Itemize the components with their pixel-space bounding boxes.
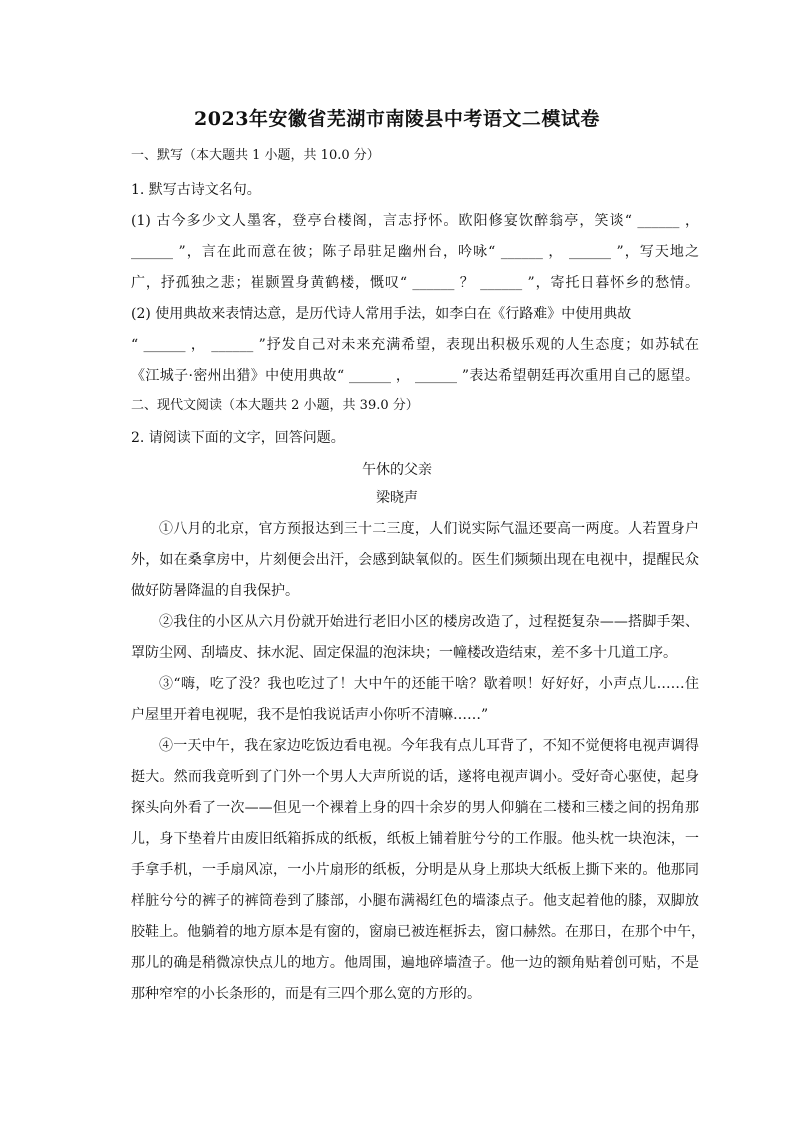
paragraph-3-line: ③“嗨，吃了没？我也吃过了！大中午的还能干啥？歇着呗！好好好，小声点儿……住 — [159, 676, 699, 692]
article-title: 午休的父亲 — [362, 462, 432, 478]
question-1-part1-line3: 广，抒孤独之悲；崔颢置身黄鹤楼，慨叹“ ______ ？ ______ ”，寄托日暮怀乡的愁情。 — [131, 275, 699, 291]
question-1-part2-line3: 《江城子·密州出猎》中使用典故“ ______ ， ______ ”表达希望朝廷再次重用自己的愿望。 — [131, 368, 699, 384]
paragraph-1-line: 做好防暑降温的自我保护。 — [131, 583, 299, 599]
paragraph-4-line: 探头向外看了一次——但见一个裸着上身的四十余岁的男人仰躺在二楼和三楼之间的拐角那 — [131, 800, 699, 816]
paragraph-2-line: ②我住的小区从六月份就开始进行老旧小区的楼房改造了，过程挺复杂——搭脚手架、 — [159, 614, 699, 630]
question-1-part1-line2: ______ ”，言在此而意在彼；陈子昂驻足幽州台，吟咏“ ______ ， ______ ”，写天地之 — [131, 244, 699, 260]
section-heading-dictation: 一、默写（本大题共 1 小题，共 10.0 分） — [131, 148, 380, 163]
exam-title: 2023年安徽省芜湖市南陵县中考语文二模试卷 — [194, 108, 600, 130]
question-1-part2-line2: “ ______ ， ______ ”抒发自己对未来充满希望，表现出积极乐观的人生态度；如苏轼在 — [131, 337, 699, 353]
article-author: 梁晓声 — [376, 490, 418, 506]
paragraph-4-line: 儿，身下垫着片由废旧纸箱拆成的纸板，纸板上铺着脏兮兮的工作服。他头枕一块泡沫，一 — [131, 831, 699, 847]
question-2-intro: 2. 请阅读下面的文字，回答问题。 — [131, 430, 345, 446]
question-1-intro: 1. 默写古诗文名句。 — [131, 182, 261, 198]
paragraph-2-line: 罩防尘网、刮墙皮、抹水泥、固定保温的泡沫块；一幢楼改造结束，差不多十几道工序。 — [131, 645, 677, 661]
question-1-part2-line1: (2) 使用典故来表情达意，是历代诗人常用手法，如李白在《行路难》中使用典故 — [131, 306, 632, 322]
paragraph-4-line: 手拿手机，一手扇风凉，一小片扇形的纸板，分明是从身上那块大纸板上撕下来的。他那同 — [131, 862, 699, 878]
paragraph-4-line: 挺大。然而我竟听到了门外一个男人大声所说的话，遂将电视声调小。受好奇心驱使，起身 — [131, 769, 699, 785]
paragraph-4-line: 那种窄窄的小长条形的，而是有三四个那么宽的方形的。 — [131, 986, 481, 1002]
paragraph-1-line: ①八月的北京，官方预报达到三十二三度，人们说实际气温还要高一两度。人若置身户 — [159, 521, 699, 537]
paragraph-4-line: ④一天中午，我在家边吃饭边看电视。今年我有点儿耳背了，不知不觉便将电视声调得 — [159, 738, 699, 754]
paragraph-3-line: 户屋里开着电视呢，我不是怕我说话声小你听不清嘛……” — [131, 707, 489, 723]
paragraph-4-line: 胶鞋上。他躺着的地方原本是有窗的，窗扇已被连框拆去，窗口赫然。在那日，在那个中午， — [131, 924, 705, 940]
question-1-part1-line1: (1) 古今多少文人墨客，登亭台楼阁，言志抒怀。欧阳修宴饮醉翁亭，笑谈“ ______ ， — [131, 213, 699, 229]
paragraph-4-line: 那儿的确是稍微凉快点儿的地方。他周围，遍地碎墙渣子。他一边的额角贴着创可贴，不是 — [131, 955, 699, 971]
paragraph-1-line: 外，如在桑拿房中，片刻便会出汗，会感到缺氧似的。医生们频频出现在电视中，提醒民众 — [131, 552, 699, 568]
section-heading-reading: 二、现代文阅读（本大题共 2 小题，共 39.0 分） — [131, 398, 419, 413]
paragraph-4-line: 样脏兮兮的裤子的裤筒卷到了膝部，小腿布满褐红色的墙漆点子。他支起着他的膝，双脚放 — [131, 893, 699, 909]
